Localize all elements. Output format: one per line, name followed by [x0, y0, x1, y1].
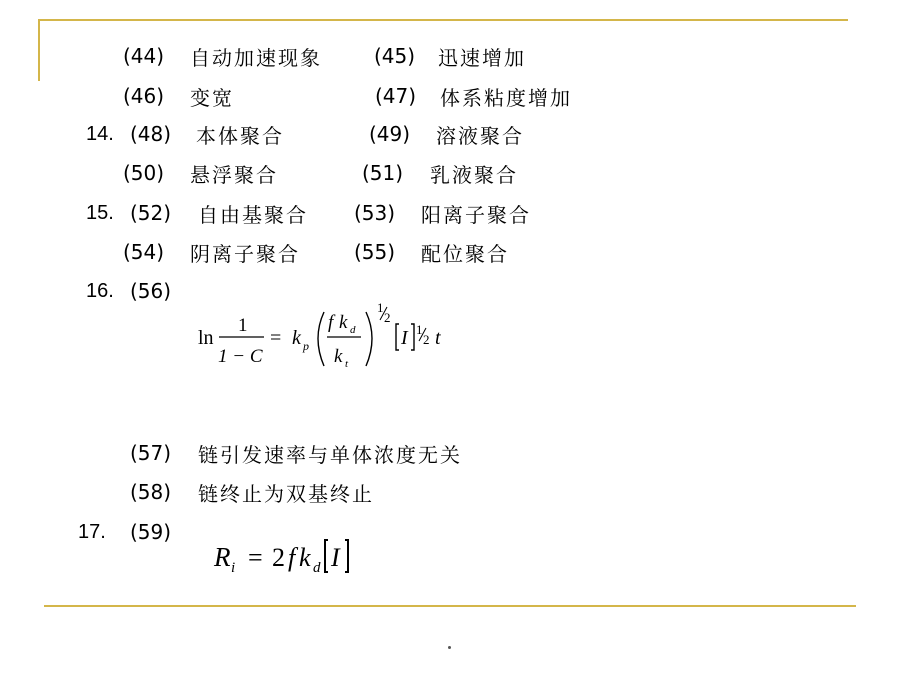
- right-paren: [366, 312, 372, 366]
- equals-sign: =: [248, 543, 263, 572]
- answer-code: (47): [375, 84, 417, 108]
- kd-symbol: k: [339, 312, 348, 333]
- initiator-symbol: I: [331, 543, 340, 572]
- t-subscript: t: [345, 358, 349, 370]
- answer-code: (49): [369, 122, 411, 146]
- answer-code: (53): [354, 201, 396, 225]
- r-symbol: R: [214, 542, 231, 572]
- numerator: 1: [238, 315, 248, 336]
- equals-sign: =: [270, 327, 282, 349]
- right-bracket: [345, 540, 348, 572]
- ln-label: ln: [198, 327, 214, 349]
- answer-code: (58): [130, 480, 172, 504]
- left-bracket: [396, 324, 399, 350]
- answer-code: (57): [130, 441, 172, 465]
- left-rule: [38, 19, 40, 81]
- rate-equation-1-graphic: [196, 302, 456, 374]
- i-subscript: i: [231, 560, 236, 576]
- k-symbol: k: [292, 327, 301, 349]
- rate-equation-1: [196, 302, 456, 374]
- answer-code: (44): [123, 44, 165, 68]
- answer-text: 溶液聚合: [436, 124, 524, 148]
- exponent-denominator: 2: [384, 310, 391, 325]
- rate-equation-2-graphic: [210, 533, 370, 581]
- p-subscript: p: [303, 339, 309, 353]
- answer-text: 链终止为双基终止: [198, 482, 374, 506]
- denominator: 1 − C: [218, 346, 263, 367]
- answer-code: (48): [130, 122, 172, 146]
- k-symbol: k: [299, 543, 311, 572]
- answer-code: (45): [374, 44, 416, 68]
- answer-text: 悬浮聚合: [190, 163, 278, 187]
- question-number: 15.: [86, 202, 114, 224]
- question-number: 17.: [78, 521, 106, 543]
- answer-text: 本体聚合: [196, 124, 284, 148]
- answer-text: 自动加速现象: [190, 46, 322, 70]
- d-subscript: d: [313, 560, 321, 576]
- answer-text: 链引发速率与单体浓度无关: [198, 443, 462, 467]
- answer-text: 阴离子聚合: [190, 242, 300, 266]
- answer-text: 自由基聚合: [198, 203, 308, 227]
- d-subscript: d: [350, 324, 356, 336]
- rate-equation-2: [210, 533, 370, 581]
- left-bracket: [325, 540, 328, 572]
- right-bracket: [411, 324, 414, 350]
- coefficient: 2: [272, 543, 285, 572]
- answer-text: 体系粘度增加: [440, 86, 572, 110]
- answer-text: 阳离子聚合: [421, 203, 531, 227]
- answer-text: 配位聚合: [421, 242, 509, 266]
- answer-code: (51): [362, 161, 404, 185]
- answer-code: (56): [130, 279, 172, 303]
- exponent-numerator: 1: [377, 302, 384, 315]
- answer-code: (46): [123, 84, 165, 108]
- kt-symbol: k: [334, 346, 343, 367]
- answer-text: 乳液聚合: [430, 163, 518, 187]
- answer-code: (55): [354, 240, 396, 264]
- f-symbol: f: [328, 312, 334, 333]
- answer-text: 变宽: [190, 86, 234, 110]
- answer-code: (59): [130, 520, 172, 544]
- f-symbol: f: [288, 543, 296, 572]
- initiator-symbol: I: [401, 327, 408, 349]
- left-paren: [318, 312, 324, 366]
- footer-dot: [448, 646, 451, 649]
- exponent-numerator: 1: [416, 322, 423, 337]
- answer-code: (50): [123, 161, 165, 185]
- answer-code: (54): [123, 240, 165, 264]
- question-number: 16.: [86, 280, 114, 302]
- time-symbol: t: [435, 327, 441, 349]
- bottom-rule: [44, 605, 856, 607]
- exponent-denominator: 2: [423, 332, 430, 347]
- answer-text: 迅速增加: [438, 46, 526, 70]
- question-number: 14.: [86, 123, 114, 145]
- answer-code: (52): [130, 201, 172, 225]
- top-rule: [38, 19, 848, 21]
